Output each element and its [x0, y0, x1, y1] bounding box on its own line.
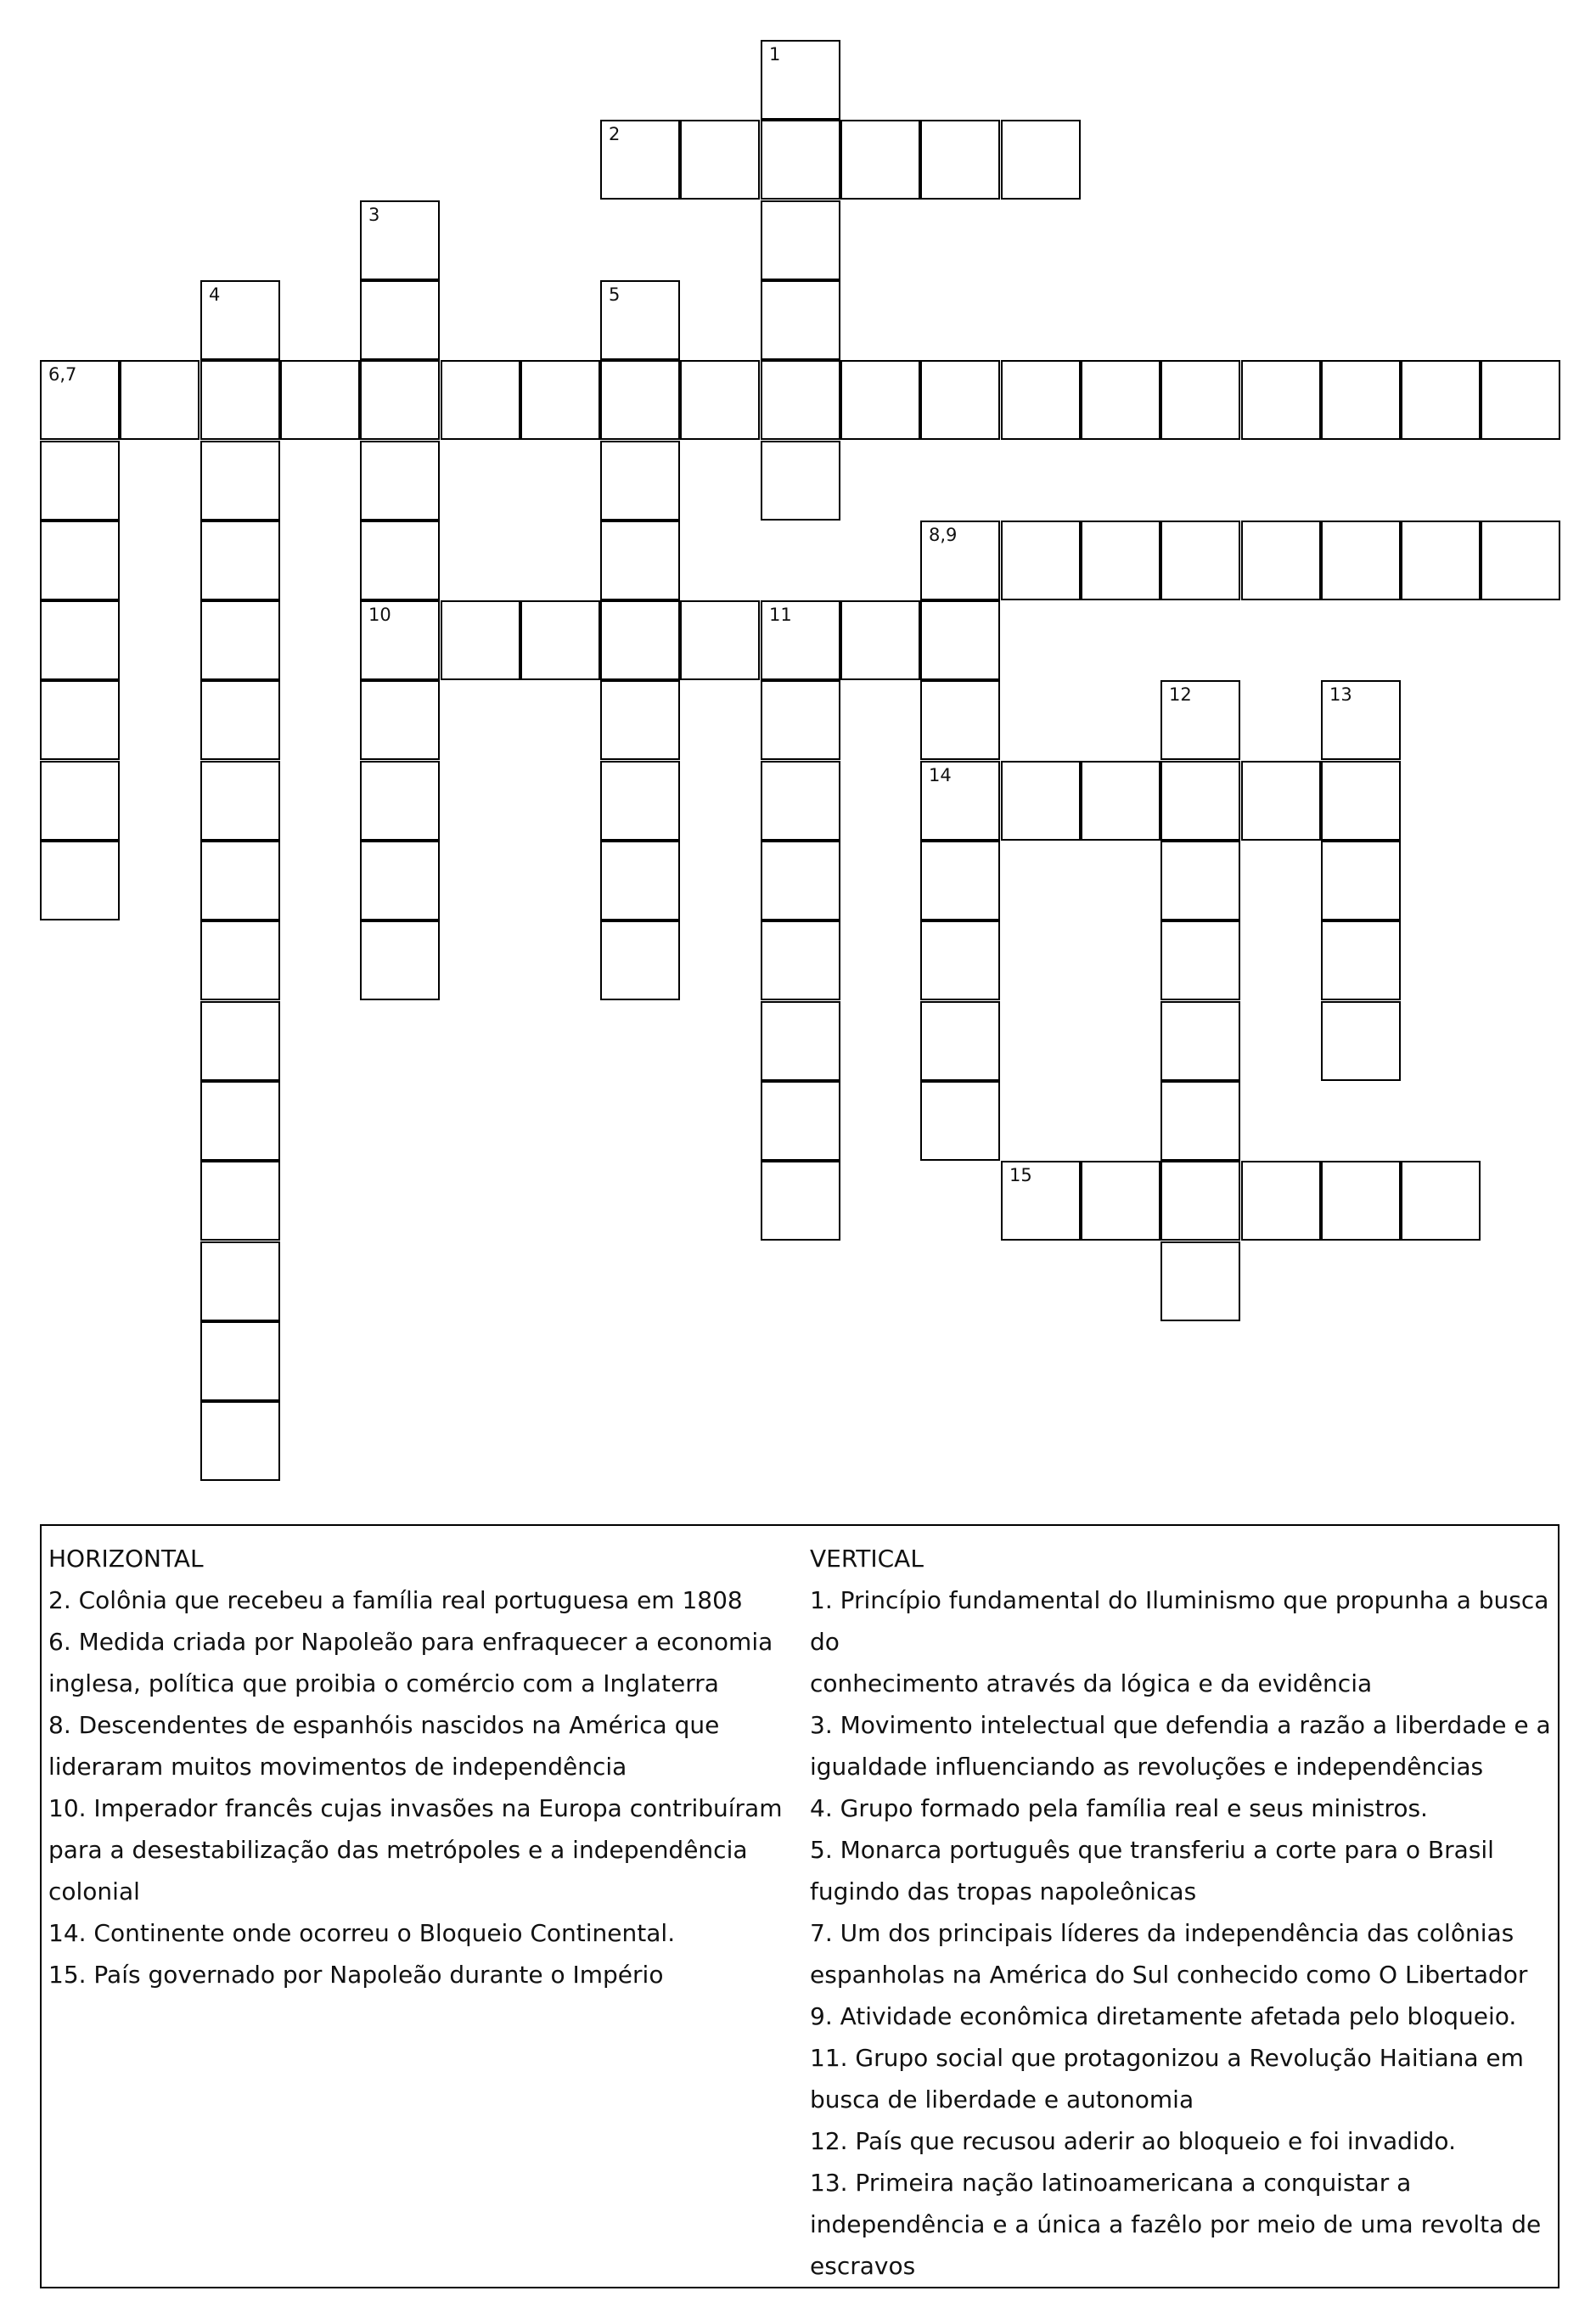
grid-cell[interactable] [200, 841, 280, 920]
grid-cell[interactable] [1401, 360, 1481, 440]
clue-number: 8,9 [929, 525, 958, 545]
grid-cell[interactable] [1321, 841, 1401, 920]
grid-cell[interactable] [761, 360, 840, 440]
grid-cell[interactable] [761, 1001, 840, 1081]
grid-cell[interactable] [1160, 920, 1240, 1000]
grid-cell[interactable] [360, 280, 440, 360]
grid-cell[interactable] [761, 841, 840, 920]
grid-cell[interactable] [600, 441, 680, 521]
horizontal-heading: HORIZONTAL [48, 1545, 204, 1573]
grid-cell[interactable] [200, 680, 280, 760]
grid-cell[interactable] [1081, 1161, 1160, 1241]
grid-cell[interactable] [40, 441, 120, 521]
grid-cell[interactable] [360, 761, 440, 841]
clue-number: 6,7 [48, 364, 77, 385]
grid-cell[interactable] [441, 600, 520, 680]
clue-line: 11. Grupo social que protagonizou a Revolução Haitiana em [810, 2044, 1524, 2072]
grid-cell[interactable] [1001, 1161, 1081, 1241]
grid-cell[interactable] [1081, 521, 1160, 600]
grid-cell[interactable] [200, 441, 280, 521]
clue-number: 13 [1329, 684, 1352, 705]
grid-cell[interactable] [761, 920, 840, 1000]
grid-cell[interactable] [1321, 761, 1401, 841]
grid-cell[interactable] [360, 360, 440, 440]
grid-cell[interactable] [920, 120, 1000, 200]
grid-cell[interactable] [1160, 360, 1240, 440]
grid-cell[interactable] [1160, 841, 1240, 920]
clue-line: 5. Monarca português que transferiu a corte para o Brasil [810, 1836, 1494, 1864]
grid-cell[interactable] [840, 120, 920, 200]
clue-line: 6. Medida criada por Napoleão para enfraquecer a economia [48, 1628, 773, 1656]
vertical-heading: VERTICAL [810, 1545, 924, 1573]
grid-cell[interactable] [920, 521, 1000, 600]
clue-line: espanholas na América do Sul conhecido como O Libertador [810, 1961, 1528, 1989]
clue-number: 4 [209, 284, 221, 305]
clue-line: 14. Continente onde ocorreu o Bloqueio Continental. [48, 1919, 676, 1947]
clue-line: 13. Primeira nação latinoamericana a conquistar a [810, 2169, 1412, 2197]
clue-line: fugindo das tropas napoleônicas [810, 1877, 1197, 1905]
grid-cell[interactable] [1081, 360, 1160, 440]
grid-cell[interactable] [1160, 521, 1240, 600]
grid-cell[interactable] [1160, 761, 1240, 841]
grid-cell[interactable] [600, 521, 680, 600]
grid-cell[interactable] [600, 280, 680, 360]
grid-cell[interactable] [1160, 1241, 1240, 1321]
grid-cell[interactable] [1160, 1001, 1240, 1081]
grid-cell[interactable] [40, 360, 120, 440]
horizontal-clues [48, 1538, 795, 1995]
grid-cell[interactable] [1401, 1161, 1481, 1241]
grid-cell[interactable] [761, 120, 840, 200]
grid-cell[interactable] [200, 1241, 280, 1321]
grid-cell[interactable] [1321, 920, 1401, 1000]
grid-cell[interactable] [1481, 521, 1560, 600]
grid-cell[interactable] [360, 200, 440, 280]
grid-cell[interactable] [761, 761, 840, 841]
grid-cell[interactable] [520, 360, 600, 440]
clue-number: 14 [929, 765, 952, 785]
grid-cell[interactable] [360, 521, 440, 600]
grid-cell[interactable] [40, 761, 120, 841]
clue-line: 9. Atividade econômica diretamente afetada pelo bloqueio. [810, 2002, 1517, 2030]
grid-cell[interactable] [1321, 1001, 1401, 1081]
grid-cell[interactable] [1160, 680, 1240, 760]
clue-line: igualdade influenciando as revoluções e independências [810, 1753, 1484, 1781]
grid-cell[interactable] [40, 521, 120, 600]
grid-cell[interactable] [600, 120, 680, 200]
grid-cell[interactable] [520, 600, 600, 680]
clues-box [40, 1524, 1559, 2288]
clue-line: 3. Movimento intelectual que defendia a razão a liberdade e a [810, 1711, 1551, 1739]
grid-cell[interactable] [1160, 1081, 1240, 1161]
grid-cell[interactable] [920, 920, 1000, 1000]
clue-number: 3 [368, 205, 380, 225]
grid-cell[interactable] [761, 200, 840, 280]
clue-number: 2 [609, 124, 621, 144]
vertical-clues [810, 1538, 1557, 2287]
clue-line: 8. Descendentes de espanhóis nascidos na América que [48, 1711, 720, 1739]
clue-line: para a desestabilização das metrópoles e a independência [48, 1836, 748, 1864]
grid-cell[interactable] [600, 920, 680, 1000]
grid-cell[interactable] [200, 1321, 280, 1401]
grid-cell[interactable] [600, 841, 680, 920]
grid-cell[interactable] [680, 600, 760, 680]
grid-cell[interactable] [280, 360, 360, 440]
grid-cell[interactable] [920, 680, 1000, 760]
grid-cell[interactable] [761, 441, 840, 521]
grid-cell[interactable] [1160, 1161, 1240, 1241]
grid-cell[interactable] [761, 680, 840, 760]
clue-line: 15. País governado por Napoleão durante o Império [48, 1961, 664, 1989]
grid-cell[interactable] [761, 40, 840, 120]
grid-cell[interactable] [200, 521, 280, 600]
clue-line: 4. Grupo formado pela família real e seus ministros. [810, 1794, 1428, 1822]
grid-cell[interactable] [920, 360, 1000, 440]
grid-cell[interactable] [200, 920, 280, 1000]
grid-cell[interactable] [40, 600, 120, 680]
clue-number: 15 [1009, 1165, 1032, 1185]
grid-cell[interactable] [200, 1401, 280, 1481]
clue-line: colonial [48, 1877, 140, 1905]
grid-cell[interactable] [1241, 761, 1321, 841]
clue-line: 1. Princípio fundamental do Iluminismo que propunha a busca do [810, 1586, 1549, 1656]
grid-cell[interactable] [600, 761, 680, 841]
grid-cell[interactable] [920, 761, 1000, 841]
grid-cell[interactable] [360, 680, 440, 760]
clue-line: conhecimento através da lógica e da evidência [810, 1669, 1373, 1697]
clue-line: independência e a única a fazêlo por meio de uma revolta de [810, 2210, 1542, 2238]
clue-number: 10 [368, 605, 391, 625]
grid-cell[interactable] [1321, 360, 1401, 440]
grid-cell[interactable] [1321, 521, 1401, 600]
clue-line: 2. Colônia que recebeu a família real portuguesa em 1808 [48, 1586, 743, 1614]
grid-cell[interactable] [360, 920, 440, 1000]
clue-line: 10. Imperador francês cujas invasões na Europa contribuíram [48, 1794, 783, 1822]
grid-cell[interactable] [600, 680, 680, 760]
grid-cell[interactable] [120, 360, 200, 440]
grid-cell[interactable] [1001, 761, 1081, 841]
grid-cell[interactable] [920, 600, 1000, 680]
grid-cell[interactable] [761, 1081, 840, 1161]
grid-cell[interactable] [360, 441, 440, 521]
grid-cell[interactable] [1001, 360, 1081, 440]
grid-cell[interactable] [920, 841, 1000, 920]
grid-cell[interactable] [1241, 360, 1321, 440]
grid-cell[interactable] [200, 600, 280, 680]
grid-cell[interactable] [200, 1081, 280, 1161]
clue-line: busca de liberdade e autonomia [810, 2085, 1194, 2114]
grid-cell[interactable] [1321, 1161, 1401, 1241]
grid-cell[interactable] [200, 360, 280, 440]
grid-cell[interactable] [1001, 120, 1081, 200]
grid-cell[interactable] [840, 600, 920, 680]
clue-line: inglesa, política que proibia o comércio com a Inglaterra [48, 1669, 719, 1697]
grid-cell[interactable] [40, 841, 120, 920]
clue-line: 7. Um dos principais líderes da independência das colônias [810, 1919, 1515, 1947]
grid-cell[interactable] [761, 600, 840, 680]
clue-number: 1 [769, 44, 781, 65]
grid-cell[interactable] [920, 1001, 1000, 1081]
grid-cell[interactable] [200, 1001, 280, 1081]
grid-cell[interactable] [40, 680, 120, 760]
clue-line: lideraram muitos movimentos de independência [48, 1753, 627, 1781]
grid-cell[interactable] [920, 1081, 1000, 1161]
grid-cell[interactable] [1401, 521, 1481, 600]
grid-cell[interactable] [1241, 1161, 1321, 1241]
grid-cell[interactable] [1001, 521, 1081, 600]
grid-cell[interactable] [600, 360, 680, 440]
grid-cell[interactable] [1321, 680, 1401, 760]
grid-cell[interactable] [761, 1161, 840, 1241]
grid-cell[interactable] [200, 280, 280, 360]
grid-cell[interactable] [200, 1161, 280, 1241]
clue-number: 5 [609, 284, 621, 305]
grid-cell[interactable] [1481, 360, 1560, 440]
grid-cell[interactable] [761, 280, 840, 360]
grid-cell[interactable] [200, 761, 280, 841]
grid-cell[interactable] [1081, 761, 1160, 841]
clue-line: escravos [810, 2252, 916, 2280]
clue-number: 11 [769, 605, 792, 625]
grid-cell[interactable] [441, 360, 520, 440]
grid-cell[interactable] [360, 600, 440, 680]
grid-cell[interactable] [600, 600, 680, 680]
clue-number: 12 [1169, 684, 1192, 705]
clue-line: 12. País que recusou aderir ao bloqueio e foi invadido. [810, 2127, 1456, 2155]
grid-cell[interactable] [360, 841, 440, 920]
grid-cell[interactable] [680, 360, 760, 440]
grid-cell[interactable] [680, 120, 760, 200]
grid-cell[interactable] [840, 360, 920, 440]
grid-cell[interactable] [1241, 521, 1321, 600]
